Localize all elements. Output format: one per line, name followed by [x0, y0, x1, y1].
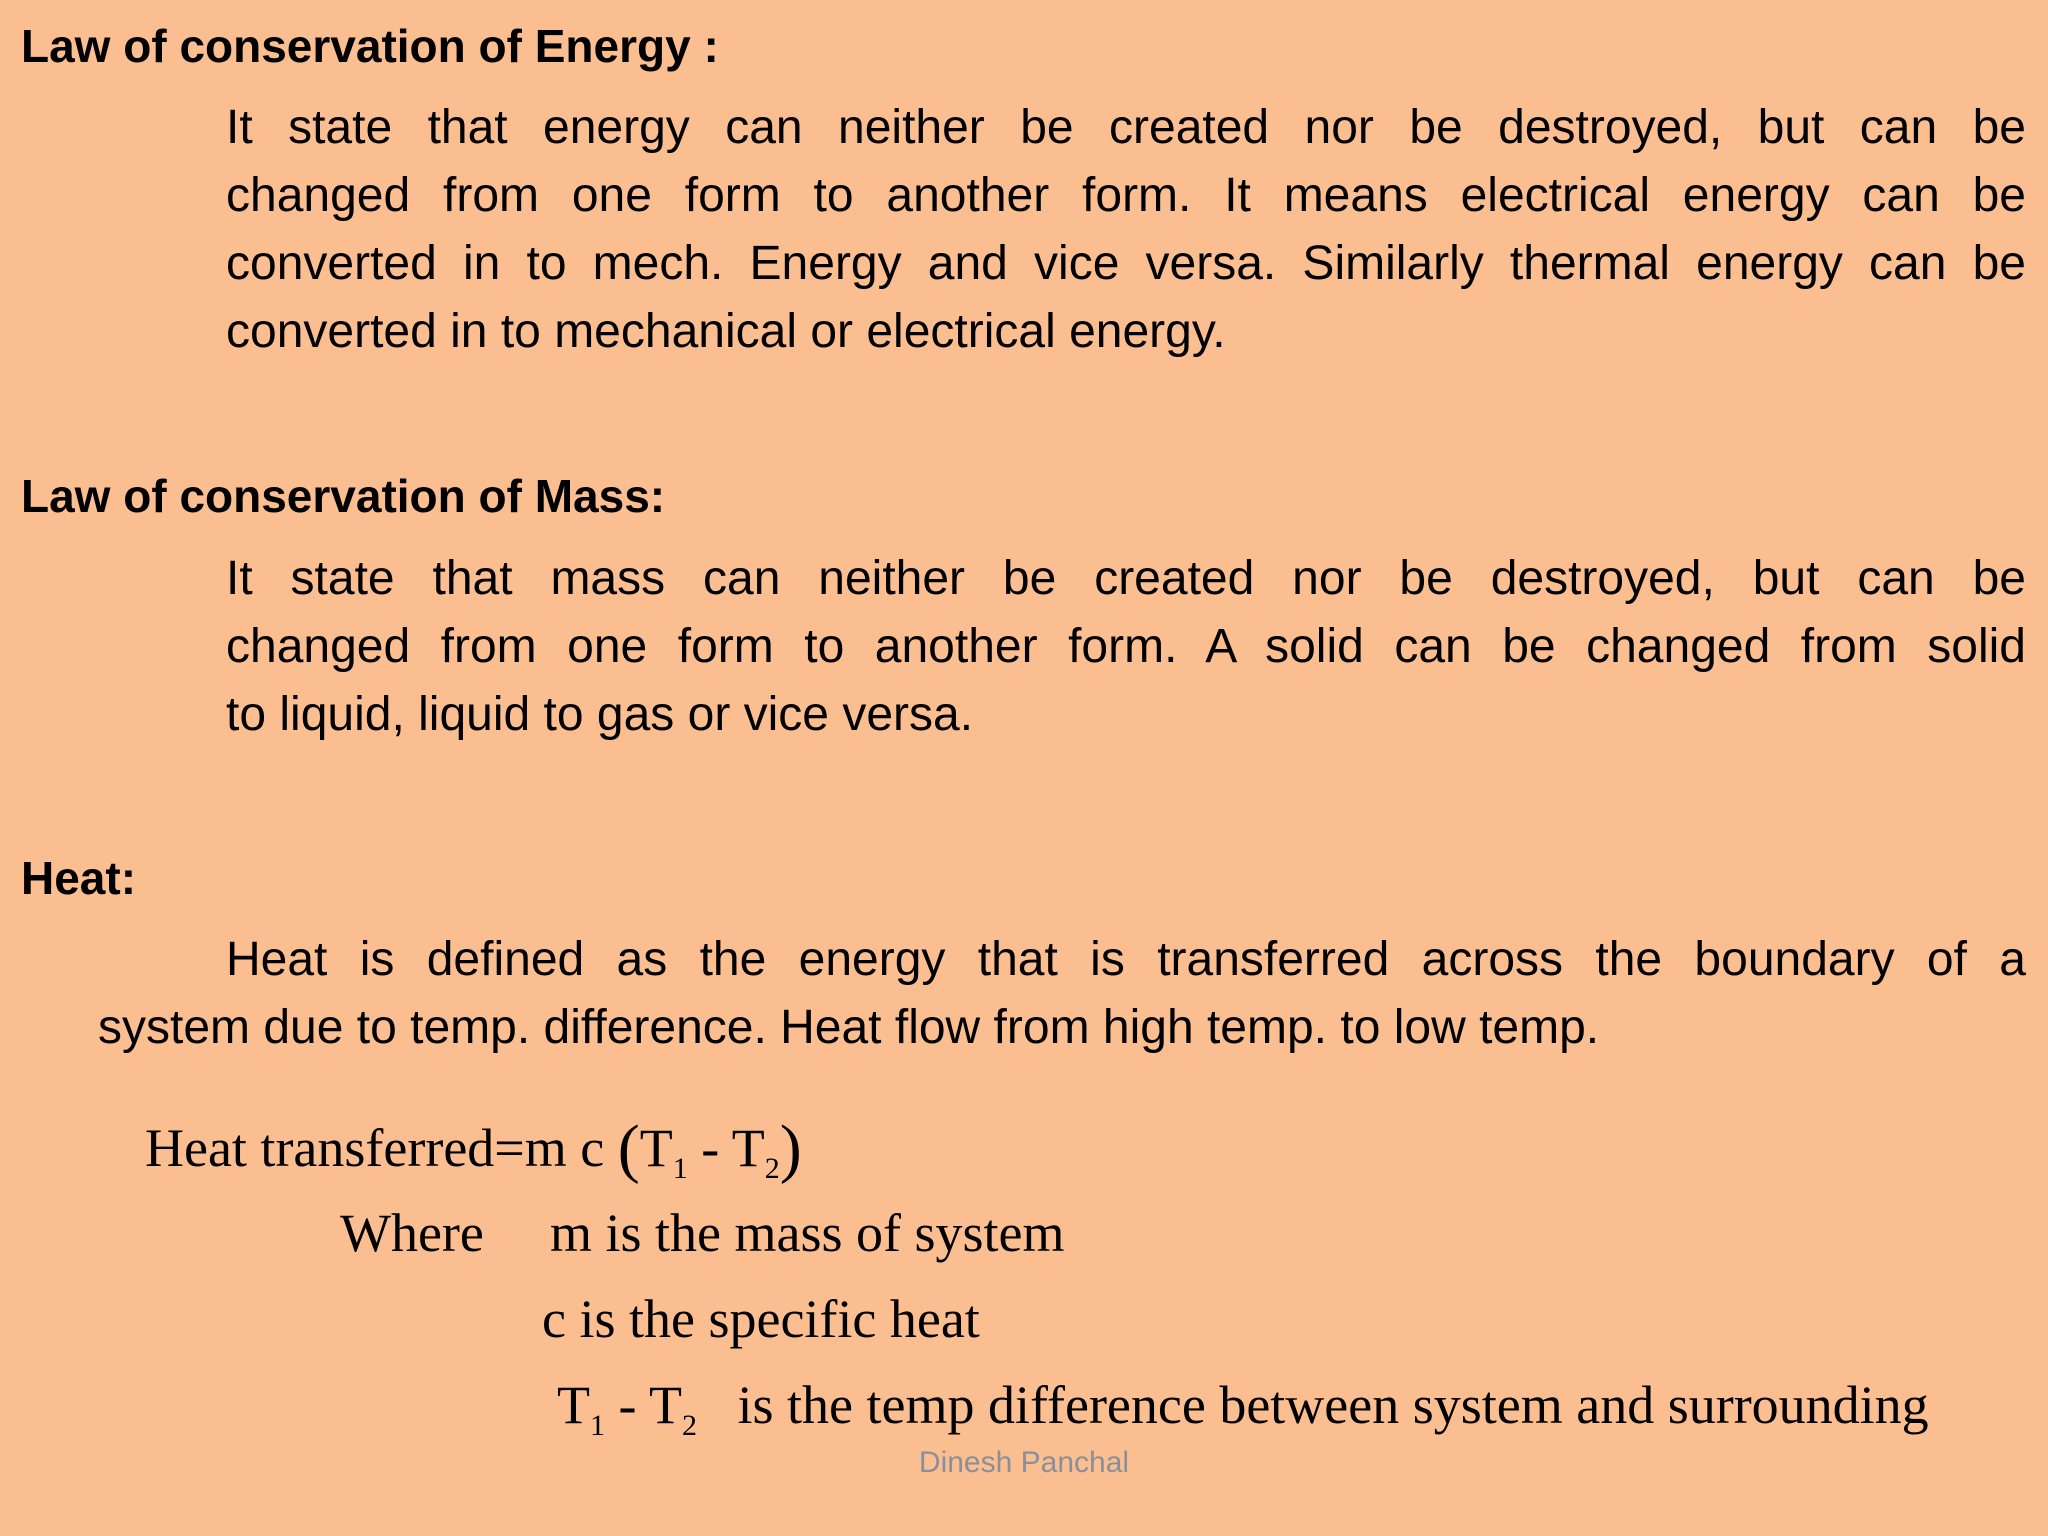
formula-t2: T	[731, 1118, 765, 1178]
energy-heading: Law of conservation of Energy :	[21, 20, 719, 72]
heat-line: system due to temp. difference. Heat flow from high temp. to low temp.	[98, 1001, 1600, 1054]
footer-author: Dinesh Panchal	[918, 1446, 1130, 1479]
formula-where: Where	[340, 1203, 484, 1263]
heat-line: Heat is defined as the energy that is transferred across the boundary of a	[226, 933, 2026, 986]
formula-c: c	[580, 1118, 605, 1178]
formula-lhs: Heat transferred	[145, 1118, 495, 1178]
definition-c: c is the specific heat	[542, 1289, 980, 1349]
heat-paragraph-line2	[98, 994, 1898, 1062]
definition-temp-difference	[557, 1370, 1929, 1440]
def-t1: T	[557, 1375, 590, 1435]
energy-paragraph	[226, 94, 2026, 366]
formula-close-paren: )	[779, 1112, 802, 1185]
energy-line: changed from one form to another form. It means electrical energy can be	[226, 169, 2026, 222]
heat-paragraph-line1	[226, 926, 2026, 994]
mass-line: It state that mass can neither be created nor be destroyed, but can be	[226, 552, 2026, 605]
formula-t1: T	[639, 1118, 673, 1178]
def-sub2: 2	[682, 1409, 698, 1442]
formula-m: m	[524, 1118, 567, 1178]
mass-heading: Law of conservation of Mass:	[21, 470, 666, 522]
mass-paragraph	[226, 545, 2026, 749]
energy-line: converted in to mechanical or electrical energy.	[226, 305, 1226, 358]
mass-line: to liquid, liquid to gas or vice versa.	[226, 688, 974, 741]
formula-minus: -	[687, 1118, 732, 1178]
formula-sub2: 2	[764, 1152, 780, 1185]
energy-line: It state that energy can neither be created nor be destroyed, but can be	[226, 101, 2026, 154]
def-sub1: 1	[590, 1409, 605, 1442]
heat-formula	[145, 1113, 802, 1183]
definition-m: m is the mass of system	[550, 1203, 1065, 1263]
mass-line: changed from one form to another form. A solid can be changed from solid	[226, 620, 2026, 673]
def-t2: T	[649, 1375, 683, 1435]
formula-open-paren: (	[617, 1112, 640, 1185]
formula-sub1: 1	[672, 1152, 688, 1185]
formula-equals: =	[494, 1118, 525, 1178]
def-minus: -	[605, 1375, 650, 1435]
heat-heading: Heat:	[21, 852, 137, 904]
energy-line: converted in to mech. Energy and vice versa. Similarly thermal energy can be	[226, 237, 2026, 290]
def-t-text: is the temp difference between system and surrounding	[737, 1375, 1929, 1435]
